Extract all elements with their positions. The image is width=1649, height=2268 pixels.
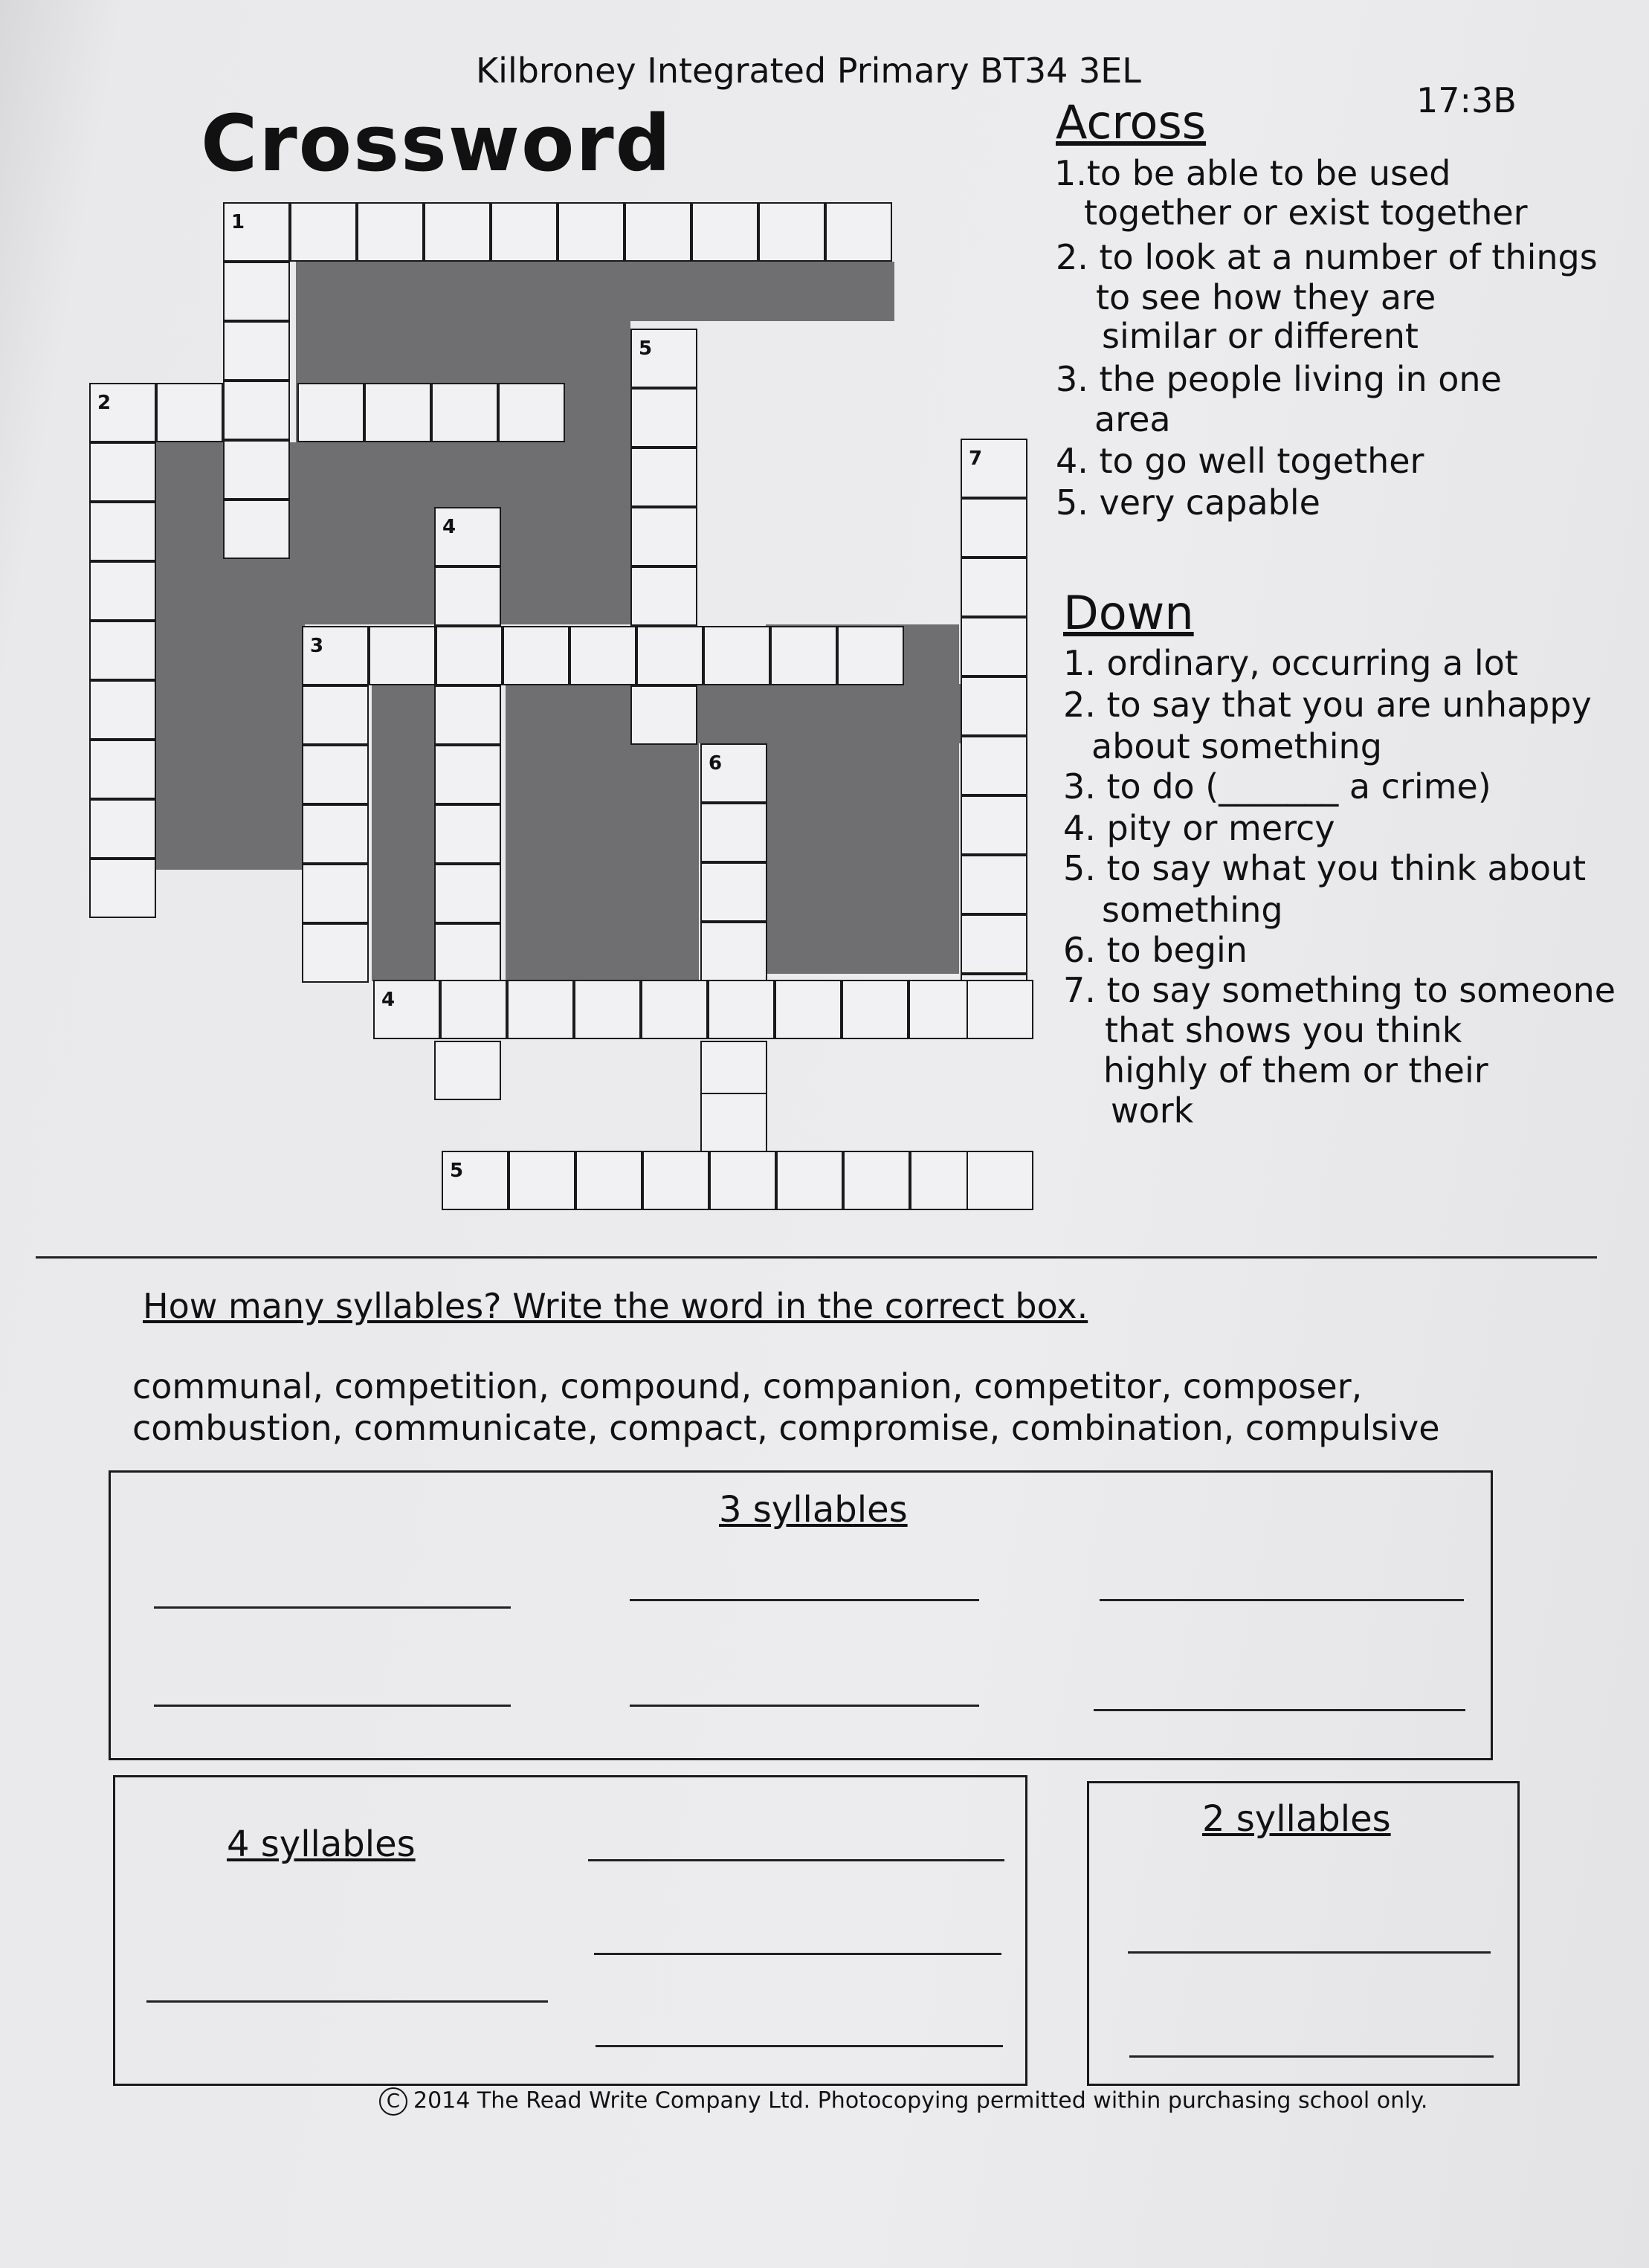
answer-line[interactable]	[146, 2000, 548, 2003]
grid-cell[interactable]	[961, 736, 1027, 795]
grid-cell[interactable]	[961, 855, 1027, 914]
across-clue-line: 5. very capable	[1056, 482, 1320, 523]
grid-cell[interactable]	[842, 980, 909, 1039]
grid-cell[interactable]	[424, 202, 491, 262]
grid-cell[interactable]	[89, 799, 156, 859]
across-clue-line: together or exist together	[1084, 193, 1528, 233]
shaded-block	[372, 684, 439, 981]
grid-cell[interactable]	[89, 561, 156, 621]
grid-cell[interactable]	[758, 202, 825, 262]
grid-cell[interactable]	[434, 566, 501, 626]
grid-cell[interactable]	[89, 383, 156, 442]
grid-cell[interactable]	[491, 202, 558, 262]
grid-cell[interactable]	[434, 804, 501, 864]
down-clue-line: work	[1111, 1091, 1194, 1131]
across-clue-line: similar or different	[1102, 316, 1419, 356]
grid-cell[interactable]	[630, 448, 697, 507]
two-syllables-box	[1087, 1781, 1520, 2086]
answer-line[interactable]	[1094, 1709, 1465, 1711]
grid-cell[interactable]	[434, 923, 501, 983]
shaded-block	[766, 743, 959, 974]
answer-line[interactable]	[1128, 1951, 1491, 1954]
grid-cell[interactable]	[961, 914, 1027, 974]
copyright-text: 2014 The Read Write Company Ltd. Photocopying permitted within purchasing school only.	[413, 2087, 1428, 2114]
clue-number: 7	[969, 448, 983, 470]
grid-cell[interactable]	[825, 202, 892, 262]
grid-cell[interactable]	[961, 795, 1027, 855]
clue-number: 5	[639, 337, 653, 360]
grid-cell[interactable]	[630, 566, 697, 626]
grid-cell[interactable]	[776, 1151, 843, 1210]
grid-cell[interactable]	[442, 1151, 509, 1210]
shaded-block	[296, 262, 894, 321]
grid-cell[interactable]	[357, 202, 424, 262]
grid-cell[interactable]	[700, 1041, 767, 1100]
grid-cell[interactable]	[909, 980, 975, 1039]
grid-cell[interactable]	[708, 980, 775, 1039]
three-syllables-title: 3 syllables	[719, 1489, 908, 1531]
grid-cell[interactable]	[436, 626, 503, 685]
grid-cell[interactable]	[302, 626, 369, 685]
answer-line[interactable]	[630, 1705, 979, 1707]
grid-cell[interactable]	[434, 685, 501, 745]
grid-cell[interactable]	[961, 617, 1027, 676]
grid-cell[interactable]	[574, 980, 641, 1039]
answer-line[interactable]	[588, 1859, 1004, 1861]
down-clue-line: highly of them or their	[1103, 1050, 1488, 1091]
grid-cell[interactable]	[89, 680, 156, 740]
grid-cell[interactable]	[302, 685, 369, 745]
grid-cell[interactable]	[89, 502, 156, 561]
across-clue-line: area	[1094, 399, 1171, 439]
grid-cell[interactable]	[641, 980, 708, 1039]
grid-cell[interactable]	[434, 1041, 501, 1100]
grid-cell[interactable]	[498, 383, 565, 442]
word-list-line: communal, competition, compound, companion, competitor, composer,	[132, 1366, 1363, 1406]
clue-number: 4	[381, 989, 396, 1011]
down-clue-line: something	[1102, 890, 1283, 930]
grid-cell[interactable]	[700, 743, 767, 803]
down-clue-line: 4. pity or mercy	[1063, 808, 1335, 848]
clue-number: 2	[97, 392, 112, 414]
grid-cell[interactable]	[509, 1151, 575, 1210]
grid-cell[interactable]	[630, 507, 697, 566]
grid-cell[interactable]	[156, 383, 223, 442]
grid-cell[interactable]	[369, 626, 436, 685]
grid-cell[interactable]	[223, 500, 290, 559]
three-syllables-box	[109, 1470, 1493, 1760]
grid-cell[interactable]	[223, 381, 290, 440]
school-name: Kilbroney Integrated Primary BT34 3EL	[476, 51, 1141, 91]
section-divider	[36, 1256, 1597, 1259]
two-syllables-title: 2 syllables	[1202, 1798, 1391, 1840]
clue-number: 6	[709, 752, 723, 775]
grid-cell[interactable]	[700, 1093, 767, 1152]
grid-cell[interactable]	[703, 626, 770, 685]
word-list-line: combustion, communicate, compact, compromise, combination, compulsive	[132, 1408, 1440, 1448]
down-clue-line: 6. to begin	[1063, 930, 1248, 970]
grid-cell[interactable]	[431, 383, 498, 442]
grid-cell[interactable]	[569, 626, 636, 685]
down-clue-line: about something	[1091, 726, 1382, 766]
grid-cell[interactable]	[630, 388, 697, 448]
four-syllables-title: 4 syllables	[227, 1823, 416, 1865]
grid-cell[interactable]	[636, 626, 703, 685]
across-heading: Across	[1056, 95, 1207, 149]
grid-cell[interactable]	[89, 859, 156, 918]
answer-line[interactable]	[1100, 1599, 1464, 1601]
grid-cell[interactable]	[961, 558, 1027, 617]
grid-cell[interactable]	[89, 621, 156, 680]
sheet-code: 17:3B	[1416, 80, 1517, 120]
grid-cell[interactable]	[507, 980, 574, 1039]
grid-cell[interactable]	[89, 740, 156, 799]
down-clue-line: 3. to do (_______ a crime)	[1063, 766, 1491, 807]
grid-cell[interactable]	[967, 980, 1033, 1039]
syllables-question: How many syllables? Write the word in the correct box.	[143, 1286, 1088, 1326]
grid-cell[interactable]	[843, 1151, 910, 1210]
grid-cell[interactable]	[625, 202, 691, 262]
grid-cell[interactable]	[642, 1151, 709, 1210]
grid-cell[interactable]	[503, 626, 569, 685]
grid-cell[interactable]	[770, 626, 837, 685]
grid-cell[interactable]	[575, 1151, 642, 1210]
across-clue-line: 4. to go well together	[1056, 441, 1424, 481]
grid-cell[interactable]	[967, 1151, 1033, 1210]
page-title: Crossword	[201, 98, 673, 189]
grid-cell[interactable]	[373, 980, 440, 1039]
grid-cell[interactable]	[558, 202, 625, 262]
grid-cell[interactable]	[700, 803, 767, 862]
down-heading: Down	[1063, 586, 1194, 640]
down-clue-line: 7. to say something to someone	[1063, 970, 1616, 1010]
grid-cell[interactable]	[223, 440, 290, 500]
answer-line[interactable]	[630, 1599, 979, 1601]
grid-cell[interactable]	[434, 507, 501, 566]
grid-cell[interactable]	[709, 1151, 776, 1210]
clue-number: 5	[450, 1160, 464, 1182]
clue-number: 1	[231, 211, 245, 233]
across-clue-line: to see how they are	[1096, 277, 1436, 317]
answer-line[interactable]	[594, 1953, 1001, 1955]
answer-line[interactable]	[154, 1705, 511, 1707]
shaded-block	[156, 624, 305, 870]
answer-line[interactable]	[1129, 2055, 1494, 2058]
grid-cell[interactable]	[700, 862, 767, 922]
across-clue-line: 1.to be able to be used	[1054, 153, 1451, 193]
grid-cell[interactable]	[223, 202, 290, 262]
grid-cell[interactable]	[302, 804, 369, 864]
shaded-block	[699, 684, 996, 743]
grid-cell[interactable]	[837, 626, 904, 685]
answer-line[interactable]	[154, 1606, 511, 1609]
grid-cell[interactable]	[961, 439, 1027, 498]
grid-cell[interactable]	[89, 442, 156, 502]
grid-cell[interactable]	[302, 864, 369, 923]
answer-line[interactable]	[596, 2045, 1003, 2047]
grid-cell[interactable]	[302, 745, 369, 804]
down-clue-line: that shows you think	[1105, 1010, 1462, 1050]
grid-cell[interactable]	[440, 980, 507, 1039]
grid-cell[interactable]	[223, 262, 290, 321]
across-clue-line: 3. the people living in one	[1056, 359, 1502, 399]
grid-cell[interactable]	[630, 329, 697, 388]
grid-cell[interactable]	[775, 980, 842, 1039]
down-clue-line: 2. to say that you are unhappy	[1063, 685, 1592, 725]
four-syllables-box	[113, 1775, 1027, 2086]
grid-cell[interactable]	[961, 498, 1027, 558]
grid-cell[interactable]	[290, 202, 357, 262]
grid-cell[interactable]	[961, 676, 1027, 736]
grid-cell[interactable]	[630, 685, 697, 745]
clue-number: 3	[310, 635, 324, 657]
grid-cell[interactable]	[223, 321, 290, 381]
down-clue-line: 5. to say what you think about	[1063, 848, 1587, 888]
grid-cell[interactable]	[297, 383, 364, 442]
grid-cell[interactable]	[700, 922, 767, 981]
copyright-icon: C	[379, 2087, 407, 2116]
grid-cell[interactable]	[434, 864, 501, 923]
grid-cell[interactable]	[691, 202, 758, 262]
across-clue-line: 2. to look at a number of things	[1056, 237, 1598, 277]
grid-cell[interactable]	[434, 745, 501, 804]
down-clue-line: 1. ordinary, occurring a lot	[1063, 643, 1518, 683]
clue-number: 4	[442, 516, 456, 538]
grid-cell[interactable]	[302, 923, 369, 983]
grid-cell[interactable]	[364, 383, 431, 442]
copyright-footer	[379, 2087, 1427, 2116]
